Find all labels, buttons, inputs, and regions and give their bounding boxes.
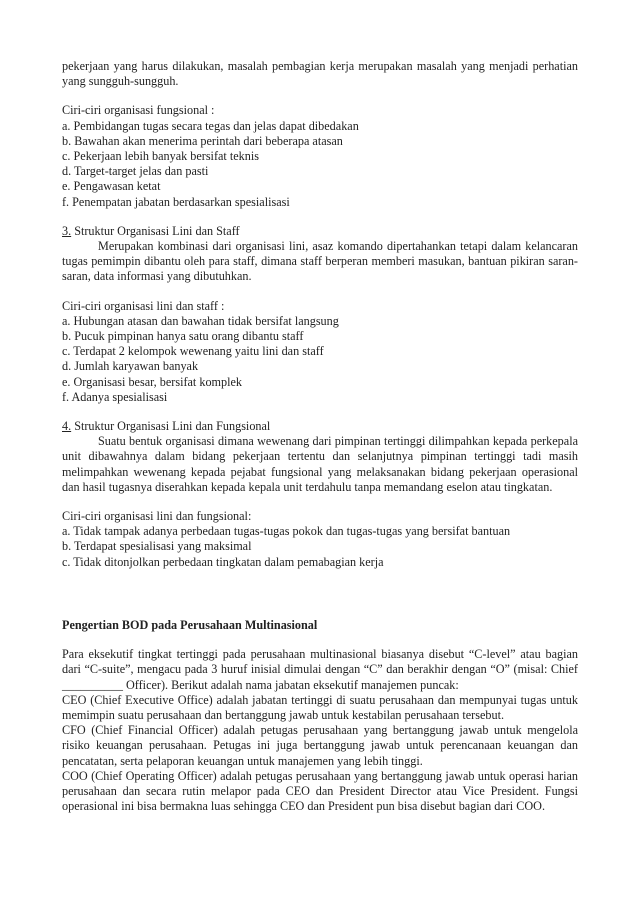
list-item: d. Target-target jelas dan pasti — [62, 164, 209, 179]
list-item: f. Adanya spesialisasi — [62, 389, 168, 404]
bod-section — [62, 618, 578, 814]
list-item: b. Pucuk pimpinan hanya satu orang dibantu staff — [62, 329, 304, 344]
section-heading — [62, 224, 578, 239]
section-body: Suatu bentuk organisasi dimana wewenang dari pimpinan tertinggi dilimpahkan kepada perkepala unit dibawahnya dalam bidang pekerjaan tertentu dan selanjutnya pimpinan tertinggi tadi masih melimpahkan wewenang kepada pejabat fungsional yang melaksanakan bidang pekerjaan operasional dan hasil tugasnya diserahkan kepada kepala unit terdahulu tanpa memandang eselon atau tingkatan. — [62, 434, 578, 494]
list-heading: Ciri-ciri organisasi lini dan fungsional: — [62, 509, 252, 524]
list-item: d. Jumlah karyawan banyak — [62, 359, 199, 374]
section-number: 4. — [62, 419, 72, 434]
list-heading: Ciri-ciri organisasi lini dan staff : — [62, 298, 225, 313]
bod-title: Pengertian BOD pada Perusahaan Multinasional — [62, 617, 318, 632]
list-heading: Ciri-ciri organisasi fungsional : — [62, 103, 215, 118]
list-item: e. Organisasi besar, bersifat komplek — [62, 374, 243, 389]
ceo-paragraph: CEO (Chief Executive Office) adalah jabatan tertinggi di suatu perusahaan dan mempunyai tugas untuk memimpin suatu perusahaan dan bertanggung jawab untuk kestabilan perusahaan tersebut. — [62, 692, 578, 722]
section-title: Struktur Organisasi Lini dan Fungsional — [71, 419, 271, 434]
list-item: f. Penempatan jabatan berdasarkan spesialisasi — [62, 194, 290, 209]
section-body: Merupakan kombinasi dari organisasi lini, asaz komando dipertahankan tetapi dalam kelancaran tugas pemimpin dibantu oleh para staff, dimana staff berperan memberi masukan, bantuan pikiran saran-saran, data informasi yang dibutuhkan. — [62, 239, 578, 284]
bod-intro-paragraph: Para eksekutif tingkat tertinggi pada perusahaan multinasional biasanya disebut “C-level” atau bagian dari “C-suite”, mengacu pada 3 huruf inisial dimulai dengan “C” dan berakhir dengan “O” (misal: Chief __________ Officer). Berikut adalah nama jabatan eksekutif manajemen puncak: — [62, 647, 578, 692]
section-number: 3. — [62, 223, 72, 238]
section-heading — [62, 419, 578, 434]
list-item: a. Pembidangan tugas secara tegas dan jelas dapat dibedakan — [62, 118, 359, 133]
section-title: Struktur Organisasi Lini dan Staff — [71, 223, 240, 238]
list-item: e. Pengawasan ketat — [62, 179, 161, 194]
list-item: b. Terdapat spesialisasi yang maksimal — [62, 539, 252, 554]
cfo-paragraph: CFO (Chief Financial Officer) adalah petugas perusahaan yang bertanggung jawab untuk mengelola risiko keuangan perusahaan. Petugas ini juga bertanggung jawab untuk perencanaan keuangan dan pencatatan, serta pelaporan keuangan untuk manajemen yang lebih tinggi. — [62, 723, 578, 768]
list-item: c. Pekerjaan lebih banyak bersifat teknis — [62, 149, 259, 164]
fungsional-list — [62, 103, 578, 209]
list-item: a. Tidak tampak adanya perbedaan tugas-tugas pokok dan tugas-tugas yang bersifat bantuan — [62, 524, 511, 539]
list-item: a. Hubungan atasan dan bawahan tidak bersifat langsung — [62, 313, 339, 328]
section-3 — [62, 224, 578, 405]
document-page — [62, 59, 578, 814]
list-item: b. Bawahan akan menerima perintah dari beberapa atasan — [62, 133, 343, 148]
list-item: c. Terdapat 2 kelompok wewenang yaitu lini dan staff — [62, 344, 324, 359]
list-item: c. Tidak ditonjolkan perbedaan tingkatan dalam pemabagian kerja — [62, 554, 384, 569]
coo-paragraph: COO (Chief Operating Officer) adalah petugas perusahaan yang bertanggung jawab untuk operasi harian perusahaan dan secara rutin melapor pada CEO dan President Director atau Vice President. Fungsi operasional ini bisa bermakna luas sehingga CEO dan President pun bisa disebut bagian dari COO. — [62, 768, 578, 814]
intro-paragraph: pekerjaan yang harus dilakukan, masalah pembagian kerja merupakan masalah yang menjadi perhatian yang sungguh-sungguh. — [62, 59, 578, 89]
section-4 — [62, 419, 578, 570]
